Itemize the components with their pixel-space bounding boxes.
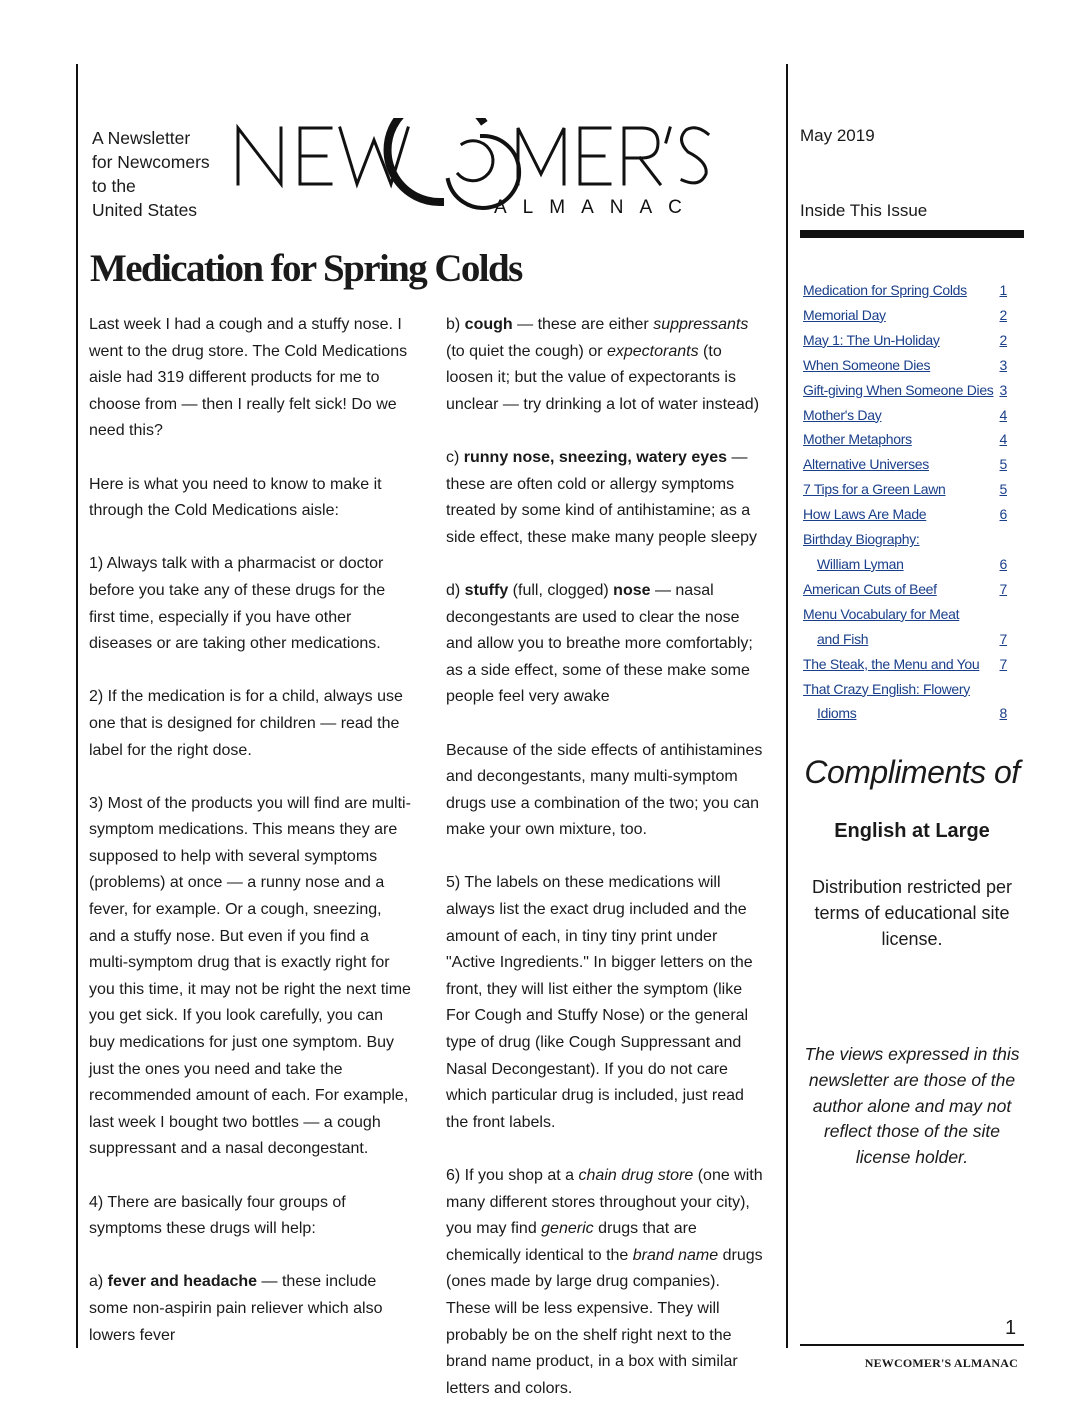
toc-item-page: 4	[999, 406, 1007, 423]
toc-item-page	[1001, 677, 1007, 702]
toc-item-page: 3	[999, 381, 1007, 398]
toc-item-page: 4	[999, 431, 1007, 448]
toc-item[interactable]	[803, 328, 1007, 353]
toc-item[interactable]	[803, 427, 1007, 452]
table-of-contents	[803, 278, 1007, 726]
toc-item[interactable]	[803, 602, 1007, 627]
inside-this-issue-heading: Inside This Issue	[800, 201, 928, 220]
toc-item-page: 2	[999, 331, 1007, 348]
toc-item-title: Mother Metaphors	[803, 431, 912, 448]
toc-item-page: 1	[999, 282, 1007, 298]
toc-item[interactable]	[803, 353, 1007, 378]
toc-item[interactable]	[803, 403, 1007, 428]
article-paragraph: 2) If the medication is for a child, always use one that is designed for children — read the label for the right dose.	[89, 688, 403, 759]
article-paragraph: 3) Most of the products you will find are multi-symptom medications. This means they are supposed to help with several symptoms (problems) at once — a runny nose and a fever, for example. Or a cough, sneezing, and a stuffy nose. But even if you find a multi-symptom drug that is exactly right for you this time, it may not be right the next time you get sick. If you look carefully, you can buy medications for just one symptom. Buy just the ones you need and take the recommended amount of each. For example, last week I bought two bottles — a cough suppressant and a nasal decongestant.	[89, 794, 411, 1158]
logo-almanac-text: ALMANAC	[494, 197, 698, 218]
article-paragraph: 1) Always talk with a pharmacist or doctor before you take any of these drugs for the first time, especially if you have other diseases or are taking other medications.	[89, 555, 386, 653]
toc-item-page	[1001, 602, 1007, 627]
page-number: 1	[1005, 1317, 1017, 1339]
toc-item[interactable]	[803, 278, 1007, 303]
article-paragraph: c) runny nose, sneezing, watery eyes — these are often cold or allergy symptoms treated by some kind of antihistamine; as a side effect, these make many people sleepy	[446, 448, 757, 546]
compliments-heading: Compliments of	[804, 754, 1020, 790]
tagline-line: United States	[92, 200, 198, 220]
sidebar-divider	[786, 64, 788, 1348]
toc-item[interactable]	[803, 552, 1007, 577]
toc-item-page: 8	[999, 705, 1007, 722]
toc-item-title: 7 Tips for a Green Lawn	[803, 481, 946, 498]
toc-item[interactable]	[803, 303, 1007, 328]
toc-item-page: 2	[999, 306, 1007, 323]
tagline-line: for Newcomers	[92, 152, 210, 172]
article-column-2	[446, 312, 768, 1402]
article-title: Medication for Spring Colds	[90, 247, 522, 290]
sidebar-heavy-rule	[800, 230, 1024, 238]
toc-item-page: 7	[999, 630, 1007, 647]
toc-item-title: Medication for Spring Colds	[803, 282, 967, 298]
footer-rule	[800, 1344, 1024, 1346]
article-paragraph: d) stuffy (full, clogged) nose — nasal decongestants are used to clear the nose and allow you to breathe more comfortably; as a side effect, some of these make some people feel very awake	[446, 581, 753, 706]
toc-item[interactable]	[803, 652, 1007, 677]
footer-label: NEWCOMER'S ALMANAC	[864, 1356, 1018, 1370]
toc-item[interactable]	[803, 577, 1007, 602]
masthead-tagline	[92, 126, 210, 222]
article-paragraph: Last week I had a cough and a stuffy nose. I went to the drug store. The Cold Medications aisle had 319 different products for me to choose from — then I really felt sick! Do we need this?	[89, 316, 408, 440]
toc-item[interactable]	[803, 502, 1007, 527]
article-paragraph: a) fever and headache — these include some non-aspirin pain reliever which also lowers fever	[89, 1273, 383, 1344]
toc-item-title: When Someone Dies	[803, 356, 931, 373]
toc-item-title: William Lyman	[817, 555, 904, 572]
toc-item-title: Memorial Day	[803, 306, 886, 323]
toc-item-title: Birthday Biography:	[803, 531, 920, 548]
newsletter-logo	[226, 118, 726, 218]
toc-item[interactable]	[803, 527, 1007, 552]
toc-item-title: The Steak, the Menu and You	[803, 655, 980, 672]
toc-item[interactable]	[803, 378, 1007, 403]
toc-item-title: Gift-giving When Someone Dies	[803, 381, 994, 398]
toc-item[interactable]	[803, 701, 1007, 726]
toc-item[interactable]	[803, 477, 1007, 502]
toc-item-title: Idioms	[817, 705, 857, 722]
article-paragraph: Because of the side effects of antihistamines and decongestants, many multi-symptom drugs use a combination of the two; you can make your own mixture, too.	[446, 741, 763, 839]
logo-title-text: NEWCOMER'S	[226, 118, 233, 119]
toc-item-title: and Fish	[817, 630, 869, 647]
tagline-line: to the	[92, 176, 136, 196]
article-paragraph: Here is what you need to know to make it through the Cold Medications aisle:	[89, 475, 382, 520]
toc-item-page: 5	[999, 456, 1007, 473]
toc-item-title: That Crazy English: Flowery	[803, 680, 970, 697]
toc-item-page	[1001, 527, 1007, 552]
toc-item-title: American Cuts of Beef	[803, 580, 937, 597]
issue-date: May 2019	[800, 126, 875, 145]
toc-item-title: How Laws Are Made	[803, 506, 927, 523]
toc-item-page: 5	[999, 481, 1007, 498]
toc-item[interactable]	[803, 677, 1007, 702]
left-column-rule	[76, 64, 78, 1348]
tagline-line: A Newsletter	[92, 128, 191, 148]
distribution-notice: Distribution restricted per terms of educational site license.	[811, 877, 1013, 949]
toc-item[interactable]	[803, 627, 1007, 652]
toc-item-title: Menu Vocabulary for Meat	[803, 605, 960, 622]
disclaimer: The views expressed in this newsletter are those of the author alone and may not reflect those of the site license holder.	[804, 1044, 1020, 1168]
toc-item[interactable]	[803, 452, 1007, 477]
toc-item-page: 7	[999, 655, 1007, 672]
article-paragraph: 4) There are basically four groups of symptoms these drugs will help:	[89, 1193, 346, 1238]
toc-item-title: Mother's Day	[803, 406, 882, 423]
article-paragraph: 5) The labels on these medications will always list the exact drug included and the amount of each, in tiny tiny print under "Active Ingredients." In bigger letters on the front, they will list either the symptom (like For Cough and Stuffy Nose) or the general type of drug (like Cough Suppressant and Nasal Decongestant). If you do not care which particular drug is included, just read the front labels.	[446, 874, 753, 1131]
toc-item-page: 3	[999, 356, 1007, 373]
article-paragraph: b) cough — these are either suppressants (to quiet the cough) or expectorants (to loosen it; but the value of expectorants is unclear — try drinking a lot of water instead)	[446, 316, 760, 413]
toc-item-page: 6	[999, 555, 1007, 572]
article-column-1	[89, 312, 411, 1349]
toc-item-title: May 1: The Un-Holiday	[803, 331, 940, 348]
toc-item-title: Alternative Universes	[803, 456, 929, 473]
toc-item-page: 6	[999, 506, 1007, 523]
article-paragraph: 6) If you shop at a chain drug store (one with many different stores throughout your city), you may find generic drugs that are chemically identical to the brand name drugs (ones made by large drug companies). These will be less expensive. They will probably be on the shelf right next to the brand name product, in a box with similar letters and colors.	[446, 1167, 763, 1397]
sponsor-name: English at Large	[834, 820, 990, 842]
toc-item-page: 7	[999, 580, 1007, 597]
